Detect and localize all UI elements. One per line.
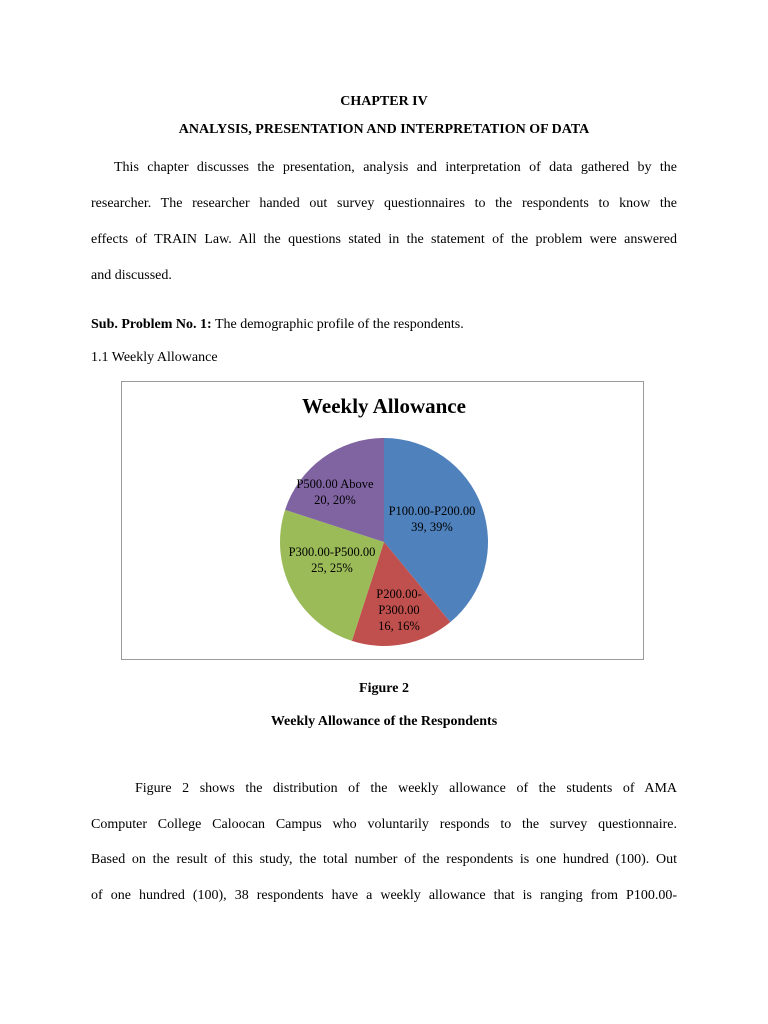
discussion-line-1: Figure 2 shows the distribution of the weekly allowance of the students of AMA: [135, 781, 677, 796]
pie-slice-label-2: P300.00-P500.00 25, 25%: [288, 545, 376, 575]
subproblem-line: [91, 316, 464, 334]
figure-number: Figure 2: [359, 681, 409, 696]
intro-line-3: effects of TRAIN Law. All the questions stated in the statement of the problem were answered: [91, 232, 677, 247]
discussion-line-3: Based on the result of this study, the total number of the respondents is one hundred (100). Out: [91, 852, 677, 867]
intro-line-1: This chapter discusses the presentation, analysis and interpretation of data gathered by the: [114, 160, 677, 175]
subproblem-text: The demographic profile of the respondents.: [211, 317, 464, 332]
intro-line-4: and discussed.: [91, 268, 172, 283]
chart-title: Weekly Allowance: [302, 394, 466, 418]
pie-slice-label-3: P500.00 Above 20, 20%: [296, 477, 374, 507]
figure-caption: Weekly Allowance of the Respondents: [270, 714, 498, 729]
intro-line-2: researcher. The researcher handed out survey questionnaires to the respondents to know the: [91, 196, 677, 211]
pie-slice-label-1: P200.00-P300.00 16, 16%: [376, 587, 422, 633]
subproblem-label: Sub. Problem No. 1:: [91, 317, 212, 332]
pie-slice-label-0: P100.00-P200.00 39, 39%: [388, 504, 476, 534]
chapter-number: CHAPTER IV: [340, 94, 428, 109]
discussion-line-4: of one hundred (100), 38 respondents have a weekly allowance that is ranging from P100.00-: [91, 888, 677, 903]
section-heading: 1.1 Weekly Allowance: [91, 350, 218, 365]
chapter-title: ANALYSIS, PRESENTATION AND INTERPRETATION OF DATA: [178, 122, 590, 137]
chart-frame: [121, 381, 644, 660]
pie-chart: [122, 382, 643, 659]
discussion-line-2: Computer College Caloocan Campus who voluntarily responds to the survey questionnaire.: [91, 817, 677, 832]
